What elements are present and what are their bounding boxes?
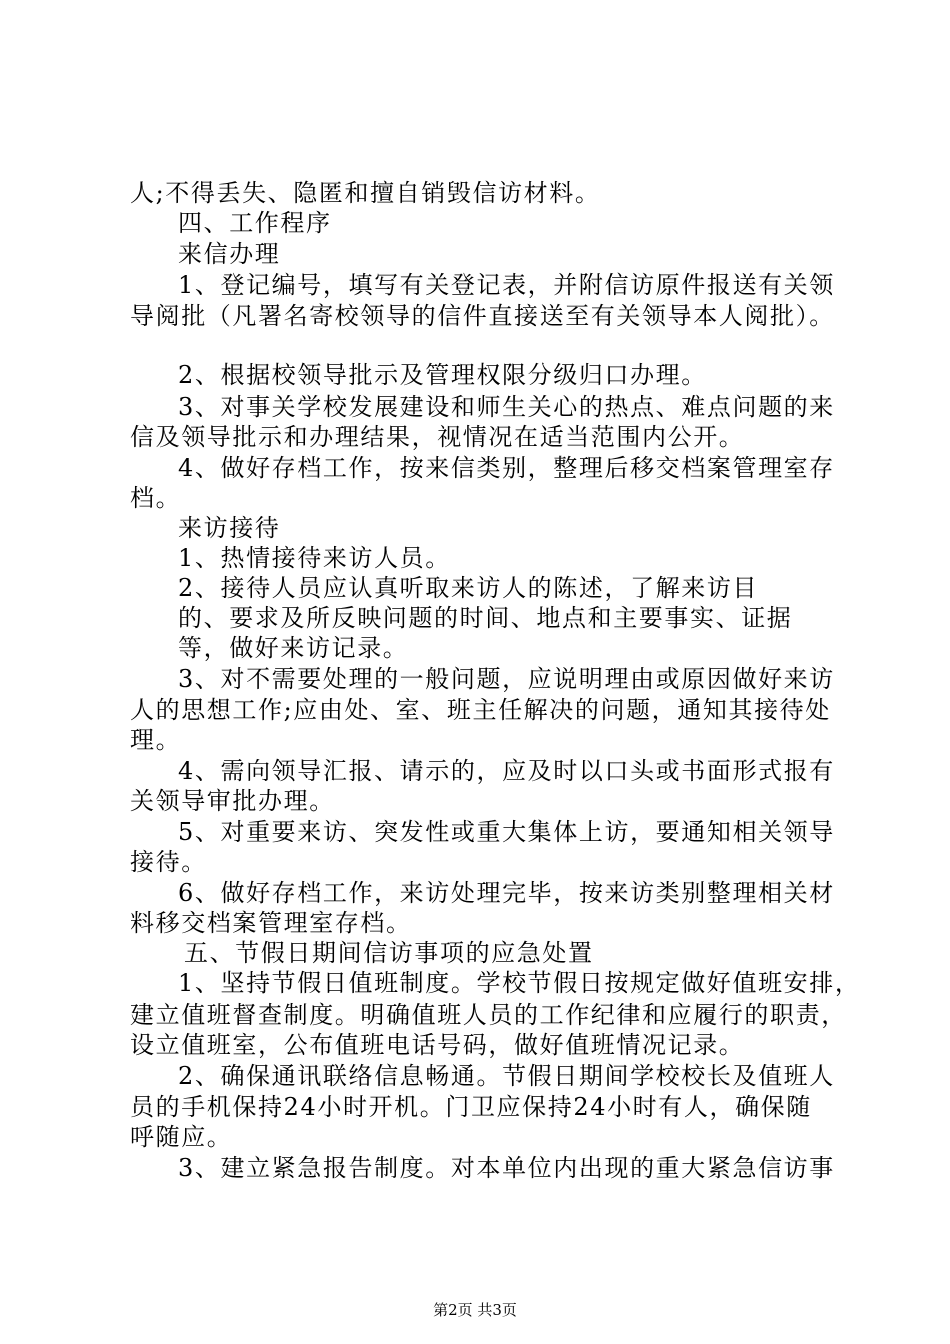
section-heading: 四、工作程序 <box>178 209 332 237</box>
text-line: 料移交档案管理室存档。 <box>130 909 412 937</box>
text-line: 等，做好来访记录。 <box>178 634 409 662</box>
text-line: 3、对不需要处理的一般问题，应说明理由或原因做好来访 <box>178 665 835 693</box>
text-line: 接待。 <box>130 848 207 876</box>
text-line: 3、建立紧急报告制度。对本单位内出现的重大紧急信访事 <box>178 1154 835 1182</box>
text-line: 5、对重要来访、突发性或重大集体上访，要通知相关领导 <box>178 818 835 846</box>
text-line: 2、根据校领导批示及管理权限分级归口办理。 <box>178 361 707 389</box>
text-line: 1、坚持节假日值班制度。学校节假日按规定做好值班安排， <box>178 969 861 997</box>
text-line: 关领导审批办理。 <box>130 787 335 815</box>
text-line: 员的手机保持24小时开机。门卫应保持24小时有人，确保随 <box>130 1093 812 1121</box>
subsection-heading: 来访接待 <box>178 514 281 542</box>
text-line: 2、接待人员应认真听取来访人的陈述，了解来访目 <box>178 574 759 602</box>
text-line: 4、需向领导汇报、请示的，应及时以口头或书面形式报有 <box>178 757 835 785</box>
text-line: 人;不得丢失、隐匿和擅自销毁信访材料。 <box>130 179 601 207</box>
text-line: 档。 <box>130 484 182 512</box>
text-line: 呼随应。 <box>130 1123 233 1151</box>
text-line: 的、要求及所反映问题的时间、地点和主要事实、证据 <box>178 604 793 632</box>
page-footer: 第2页 共3页 <box>433 1301 517 1319</box>
section-heading: 五、节假日期间信访事项的应急处置 <box>184 939 594 967</box>
text-line: 3、对事关学校发展建设和师生关心的热点、难点问题的来 <box>178 393 835 421</box>
text-line: 2、确保通讯联络信息畅通。节假日期间学校校长及值班人 <box>178 1062 835 1090</box>
text-line: 建立值班督查制度。明确值班人员的工作纪律和应履行的职责， <box>130 1001 847 1029</box>
text-line: 信及领导批示和办理结果，视情况在适当范围内公开。 <box>130 423 745 451</box>
text-line: 设立值班室，公布值班电话号码，做好值班情况记录。 <box>130 1031 745 1059</box>
text-line: 1、登记编号，填写有关登记表，并附信访原件报送有关领 <box>178 271 835 299</box>
subsection-heading: 来信办理 <box>178 240 281 268</box>
text-line: 理。 <box>130 726 182 754</box>
text-line: 导阅批（凡署名寄校领导的信件直接送至有关领导本人阅批）。 <box>130 302 835 330</box>
text-line: 6、做好存档工作，来访处理完毕，按来访类别整理相关材 <box>178 879 835 907</box>
text-line: 4、做好存档工作，按来信类别，整理后移交档案管理室存 <box>178 454 835 482</box>
text-line: 1、热情接待来访人员。 <box>178 544 451 572</box>
text-line: 人的思想工作;应由处、室、班主任解决的问题，通知其接待处 <box>130 696 831 724</box>
